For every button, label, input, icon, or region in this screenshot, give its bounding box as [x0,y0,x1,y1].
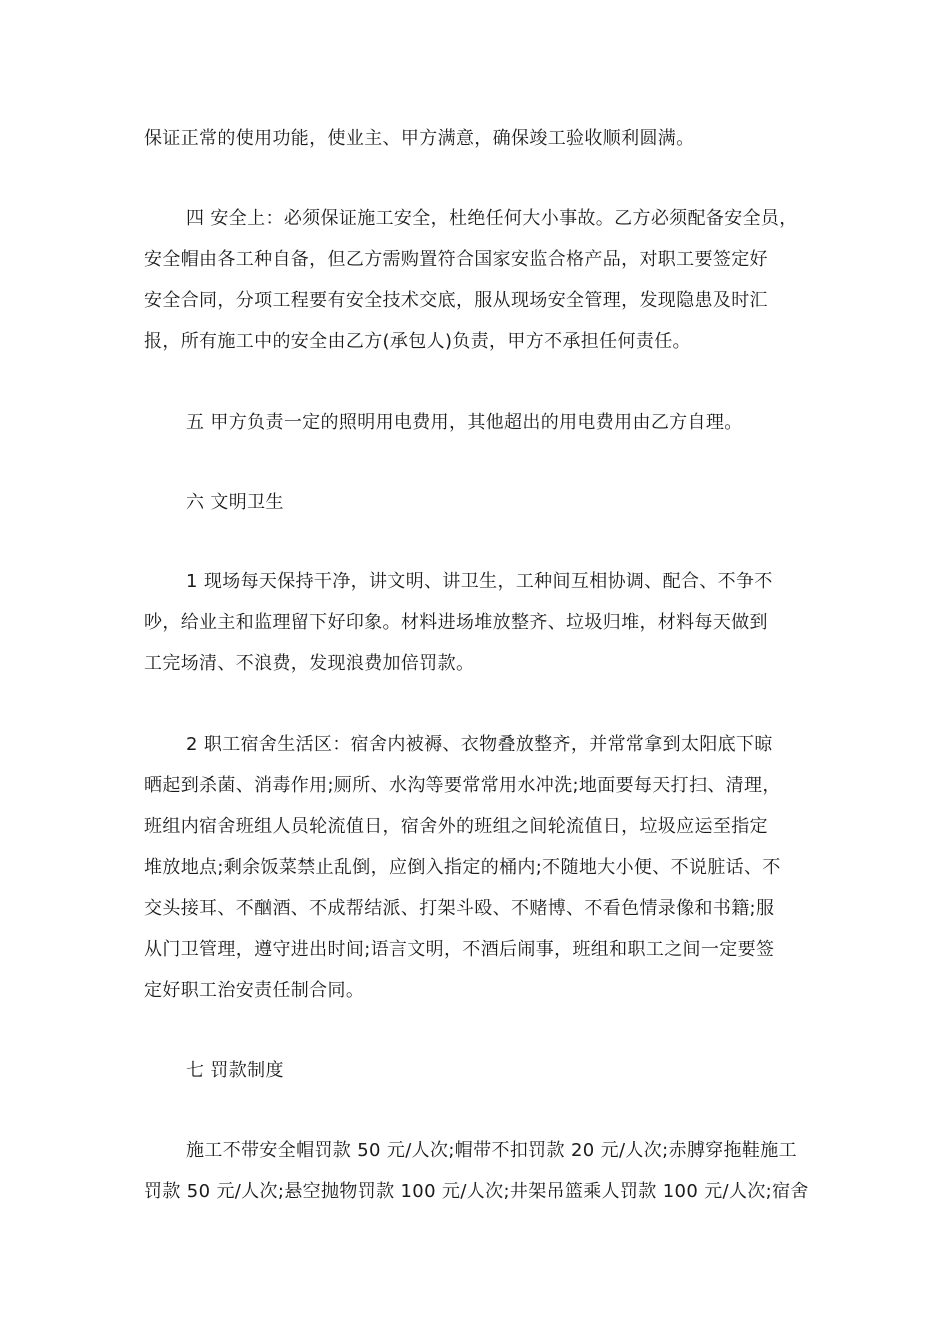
section-heading: 六 文明卫生 [186,492,284,513]
text-line: 2 职工宿舍生活区：宿舍内被褥、衣物叠放整齐，并常常拿到太阳底下晾 [186,734,773,755]
text-line: 晒起到杀菌、消毒作用;厕所、水沟等要常常用水冲洗;地面要每天打扫、清理， [144,775,781,796]
text-line: 交头接耳、不酗酒、不成帮结派、打架斗殴、不赌博、不看色情录像和书籍;服 [144,898,775,919]
paragraph-electricity [144,402,806,443]
text-line: 四 安全上：必须保证施工安全，杜绝任何大小事故。乙方必须配备安全员， [186,208,798,229]
paragraph-hygiene-2 [144,724,806,1011]
section-heading-hygiene [144,482,806,523]
paragraph-intro-tail [144,118,806,159]
text-line: 报，所有施工中的安全由乙方(承包人)负责，甲方不承担任何责任。 [144,331,691,352]
paragraph-safety [144,198,806,362]
text-line: 班组内宿舍班组人员轮流值日，宿舍外的班组之间轮流值日，垃圾应运至指定 [144,816,768,837]
section-heading-penalty [144,1050,806,1091]
text-line: 吵，给业主和监理留下好印象。材料进场堆放整齐、垃圾归堆，材料每天做到 [144,612,768,633]
text-line: 从门卫管理，遵守进出时间;语言文明，不酒后闹事，班组和职工之间一定要签 [144,939,775,960]
text-line: 保证正常的使用功能，使业主、甲方满意，确保竣工验收顺利圆满。 [144,128,695,149]
paragraph-penalty-body [144,1130,809,1212]
text-line: 堆放地点;剩余饭菜禁止乱倒，应倒入指定的桶内;不随地大小便、不说脏话、不 [144,857,781,878]
text-line: 五 甲方负责一定的照明用电费用，其他超出的用电费用由乙方自理。 [186,412,743,433]
paragraph-hygiene-1 [144,561,806,684]
text-line: 施工不带安全帽罚款 50 元/人次;帽带不扣罚款 20 元/人次;赤膊穿拖鞋施工 [186,1140,797,1161]
section-heading: 七 罚款制度 [186,1060,284,1081]
text-line: 1 现场每天保持干净，讲文明、讲卫生，工种间互相协调、配合、不争不 [186,571,773,592]
text-line: 定好职工治安责任制合同。 [144,980,365,1001]
text-line: 安全合同，分项工程要有安全技术交底，服从现场安全管理，发现隐患及时汇 [144,290,768,311]
text-line: 工完场清、不浪费，发现浪费加倍罚款。 [144,653,475,674]
text-line: 罚款 50 元/人次;悬空抛物罚款 100 元/人次;井架吊篮乘人罚款 100 元/人次;宿舍 [144,1181,809,1202]
text-line: 安全帽由各工种自备，但乙方需购置符合国家安监合格产品，对职工要签定好 [144,249,768,270]
